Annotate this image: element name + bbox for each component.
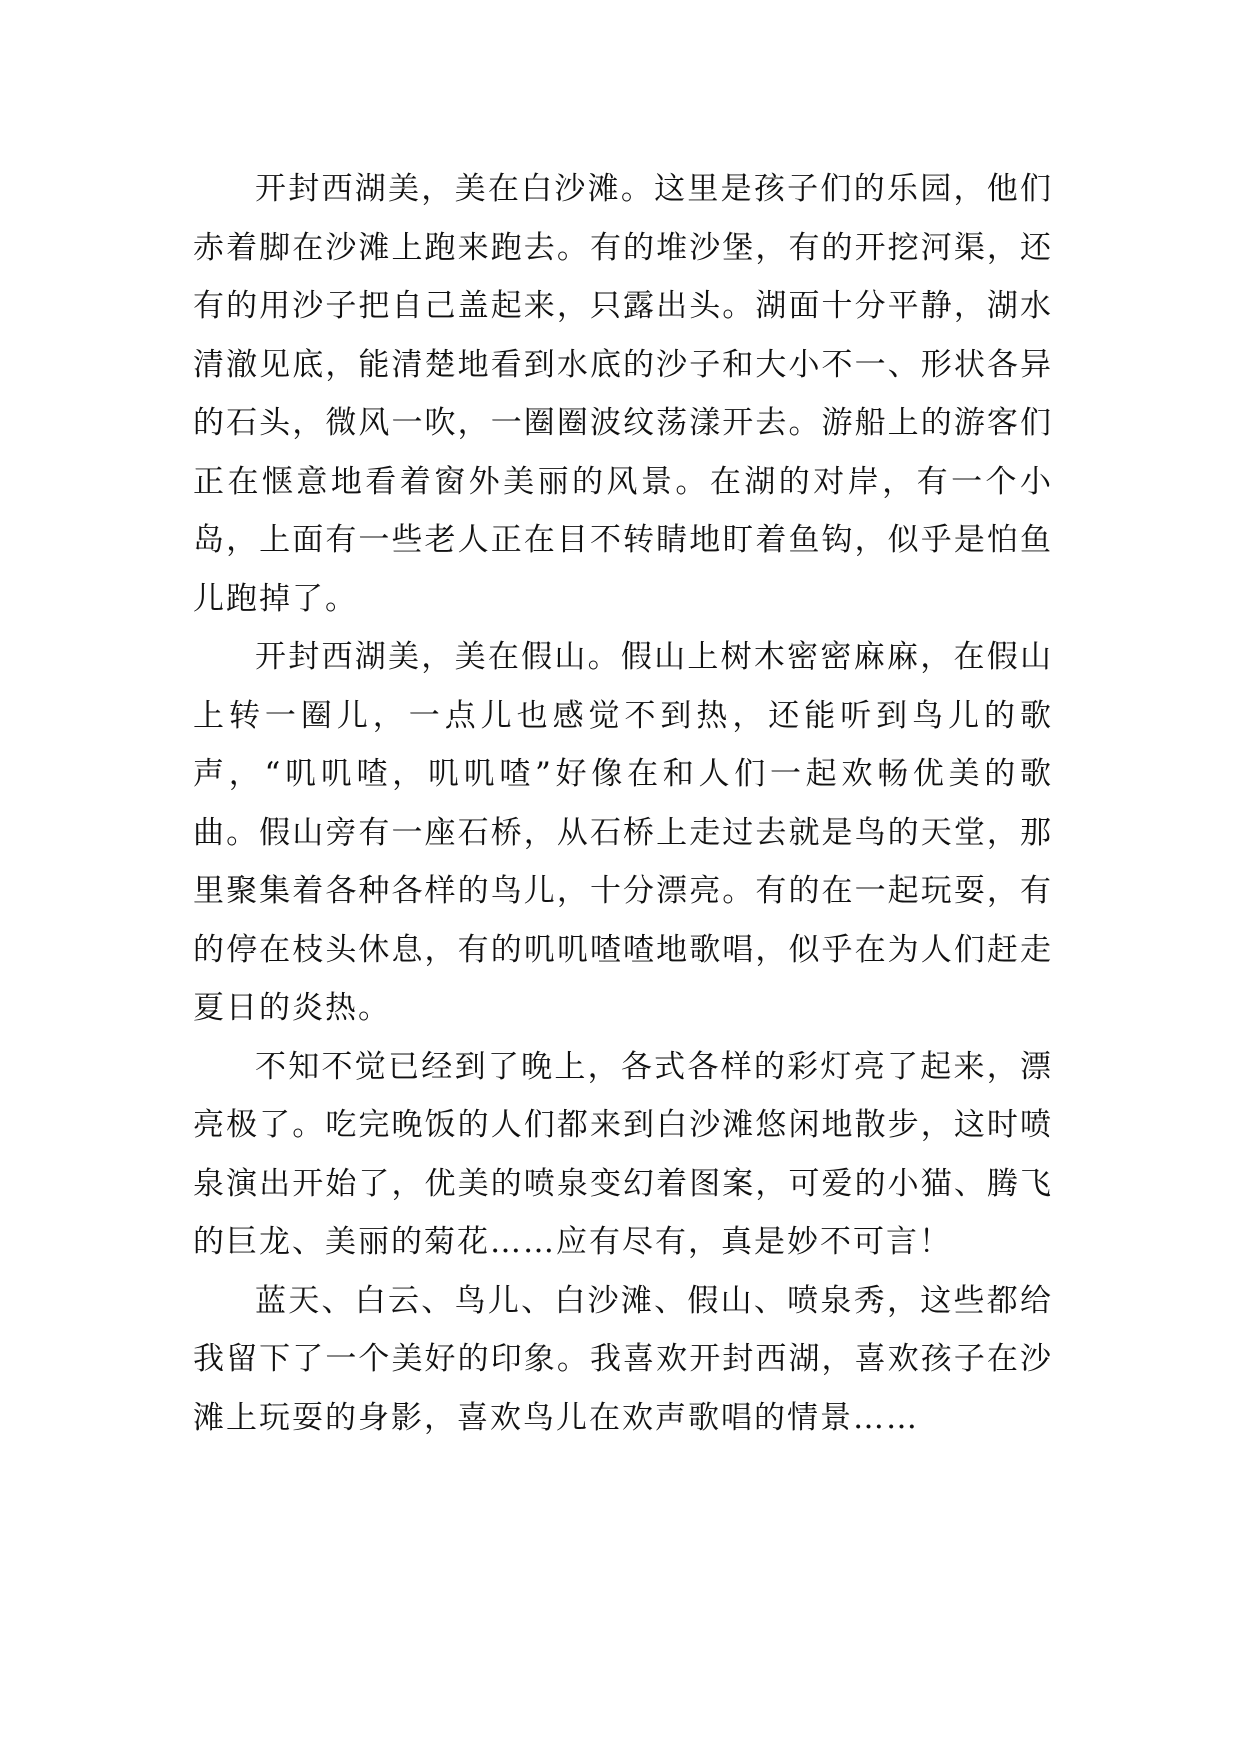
- paragraph-white-sand-beach: 开封西湖美，美在白沙滩。这里是孩子们的乐园，他们赤着脚在沙滩上跑来跑去。有的堆沙堡，有的开挖河渠，还有的用沙子把自己盖起来，只露出头。湖面十分平静，湖水清澈见底，能清楚地看到水底的沙子和大小不一、形状各异的石头，微风一吹，一圈圈波纹荡漾开去。游船上的游客们正在惬意地看着窗外美丽的风景。在湖的对岸，有一个小岛，上面有一些老人正在目不转睛地盯着鱼钩，似乎是怕鱼儿跑掉了。: [193, 171, 1053, 617]
- paragraph-evening-fountain: 不知不觉已经到了晚上，各式各样的彩灯亮了起来，漂亮极了。吃完晚饭的人们都来到白沙滩悠闲地散步，这时喷泉演出开始了，优美的喷泉变幻着图案，可爱的小猫、腾飞的巨龙、美丽的菊花……应有尽有，真是妙不可言！: [193, 1048, 1053, 1260]
- paragraph-conclusion: 蓝天、白云、鸟儿、白沙滩、假山、喷泉秀，这些都给我留下了一个美好的印象。我喜欢开封西湖，喜欢孩子在沙滩上玩耍的身影，喜欢鸟儿在欢声歌唱的情景……: [193, 1282, 1053, 1436]
- paragraph-rockery: 开封西湖美，美在假山。假山上树木密密麻麻，在假山上转一圈儿，一点儿也感觉不到热，还能听到鸟儿的歌声，“叽叽喳，叽叽喳”好像在和人们一起欢畅优美的歌曲。假山旁有一座石桥，从石桥上走过去就是鸟的天堂，那里聚集着各种各样的鸟儿，十分漂亮。有的在一起玩耍，有的停在枝头休息，有的叽叽喳喳地歌唱，似乎在为人们赶走夏日的炎热。: [193, 639, 1053, 1026]
- document-page: [193, 160, 1053, 1447]
